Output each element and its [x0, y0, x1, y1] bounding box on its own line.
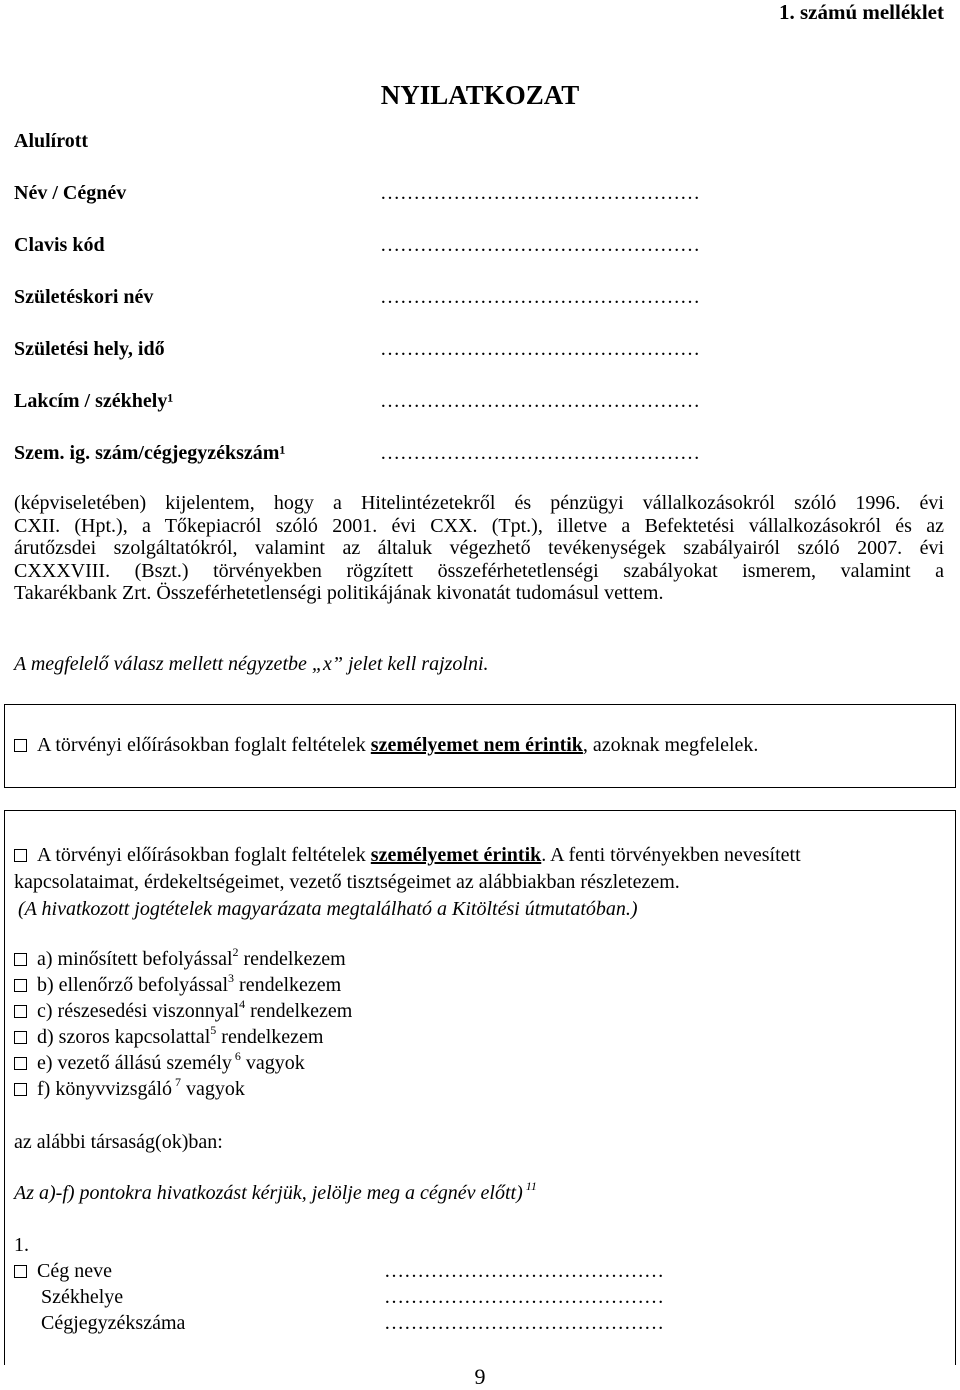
sub-option-e-checkbox[interactable] [14, 1057, 27, 1070]
sub-option-b-checkbox[interactable] [14, 979, 27, 992]
option1-text-before: A törvényi előírásokban foglalt feltételek [37, 734, 371, 756]
sub-option-a [14, 945, 346, 971]
company-checkbox[interactable] [14, 1265, 27, 1278]
option2-text-before: A törvényi előírásokban foglalt feltételek [37, 844, 371, 866]
company-name-row [14, 1260, 112, 1283]
sub-option-e [14, 1049, 305, 1075]
sub-option-a-checkbox[interactable] [14, 953, 27, 966]
sub-option-f-text: f) könyvvizsgáló [37, 1078, 172, 1100]
sub-option-b-text: b) ellenőrző befolyással [37, 974, 229, 996]
sub-option-a-text: a) minősített befolyással [37, 948, 233, 970]
field-birth-name-label: Születéskori név [14, 286, 154, 308]
field-address-input[interactable]: ………………………………………… [380, 390, 700, 412]
sub-option-c-text: c) részesedési viszonnyal [37, 1000, 240, 1022]
statement-paragraph [14, 492, 944, 605]
statement-line: árutőzsdei szolgáltatókról, valamint az általuk végezhető tevékenységek szabályairól szóló 2007. évi [14, 537, 944, 559]
document-title: NYILATKOZAT [380, 80, 580, 110]
company-number: 1. [14, 1234, 29, 1256]
field-clavis-label: Clavis kód [14, 234, 105, 256]
field-name-input[interactable]: ………………………………………… [380, 182, 700, 204]
sub-option-c-checkbox[interactable] [14, 1005, 27, 1018]
reference-note-text: Az a)-f) pontokra hivatkozást kérjük, jelölje meg a cégnév előtt) [14, 1182, 523, 1204]
option2-checkbox[interactable] [14, 849, 27, 862]
reference-note [14, 1179, 537, 1205]
sub-option-b [14, 971, 342, 997]
sub-option-e-text: e) vezető állású személy [37, 1052, 232, 1074]
field-birth-place-label: Születési hely, idő [14, 338, 165, 360]
field-birth-place-input[interactable]: ………………………………………… [380, 338, 700, 360]
option2-row [14, 844, 801, 867]
sub-option-a-suffix: rendelkezem [238, 948, 346, 970]
option1-emphasis: személyemet nem érintik [370, 734, 583, 756]
field-clavis-input[interactable]: ………………………………………… [380, 234, 700, 256]
companies-intro: az alábbi társaság(ok)ban: [14, 1131, 223, 1153]
option1-row [14, 734, 758, 757]
sub-option-d-text: d) szoros kapcsolattal [37, 1026, 211, 1048]
footnote-ref: 2 [232, 945, 239, 959]
company-name-label: Cég neve [37, 1260, 112, 1282]
statement-line: CXXXVIII. (Bszt.) törvényekben rögzített összeférhetetlenségi szabályokat ismerem, valamint a [14, 559, 944, 582]
statement-line: CXII. (Hpt.), a Tőkepiacról szóló 2001. évi CXX. (Tpt.), illetve a Befektetési vállalkozásokról és az [14, 514, 944, 537]
footnote-ref: 11 [522, 1179, 537, 1193]
field-address-label: Lakcím / székhely¹ [14, 390, 174, 412]
undersigned-label: Alulírott [14, 130, 89, 152]
instruction-text: A megfelelő válasz mellett négyzetbe „x” jelet kell rajzolni. [14, 653, 489, 675]
field-birth-name-input[interactable]: ………………………………………… [380, 286, 700, 308]
footnote-ref: 7 [171, 1075, 181, 1089]
option1-checkbox[interactable] [14, 739, 27, 752]
footnote-ref: 3 [228, 971, 235, 985]
footnote-ref: 5 [210, 1023, 217, 1037]
option2-text-after: . A fenti törvényekben nevesített [541, 844, 801, 866]
sub-option-c-suffix: rendelkezem [245, 1000, 353, 1022]
option2-line3: (A hivatkozott jogtételek magyarázata megtalálható a Kitöltési útmutatóban.) [18, 898, 638, 920]
field-name-label: Név / Cégnév [14, 182, 127, 204]
option1-text-after: , azoknak megfelelek. [582, 734, 759, 756]
sub-option-d-suffix: rendelkezem [216, 1026, 324, 1048]
sub-option-b-suffix: rendelkezem [234, 974, 342, 996]
sub-option-d-checkbox[interactable] [14, 1031, 27, 1044]
sub-option-f [14, 1075, 245, 1101]
company-regno-input[interactable]: …………………………………… [384, 1312, 664, 1334]
page-number: 9 [474, 1364, 486, 1389]
company-seat-input[interactable]: …………………………………… [384, 1286, 664, 1308]
footnote-ref: 6 [231, 1049, 241, 1063]
field-id-number-input[interactable]: ………………………………………… [380, 442, 700, 464]
sub-option-e-suffix: vagyok [240, 1052, 305, 1074]
company-seat-label: Székhelye [41, 1286, 124, 1308]
company-regno-label: Cégjegyzékszáma [41, 1312, 186, 1334]
field-id-number-label: Szem. ig. szám/cégjegyzékszám¹ [14, 442, 286, 464]
option2-line2: kapcsolataimat, érdekeltségeimet, vezető tisztségeimet az alábbiakban részletezem. [14, 871, 680, 893]
sub-option-d [14, 1023, 324, 1049]
sub-option-f-checkbox[interactable] [14, 1083, 27, 1096]
statement-line: (képviseletében) kijelentem, hogy a Hitelintézetekről és pénzügyi vállalkozásokról szóló 1996. évi [14, 492, 944, 514]
sub-option-f-suffix: vagyok [180, 1078, 245, 1100]
annex-label: 1. számú melléklet [778, 0, 944, 24]
option2-emphasis: személyemet érintik [370, 844, 542, 866]
sub-option-c [14, 997, 353, 1023]
footnote-ref: 4 [239, 997, 246, 1011]
company-name-input[interactable]: …………………………………… [384, 1260, 664, 1282]
statement-line: Takarékbank Zrt. Összeférhetetlenségi politikájának kivonatát tudomásul vettem. [14, 582, 664, 604]
